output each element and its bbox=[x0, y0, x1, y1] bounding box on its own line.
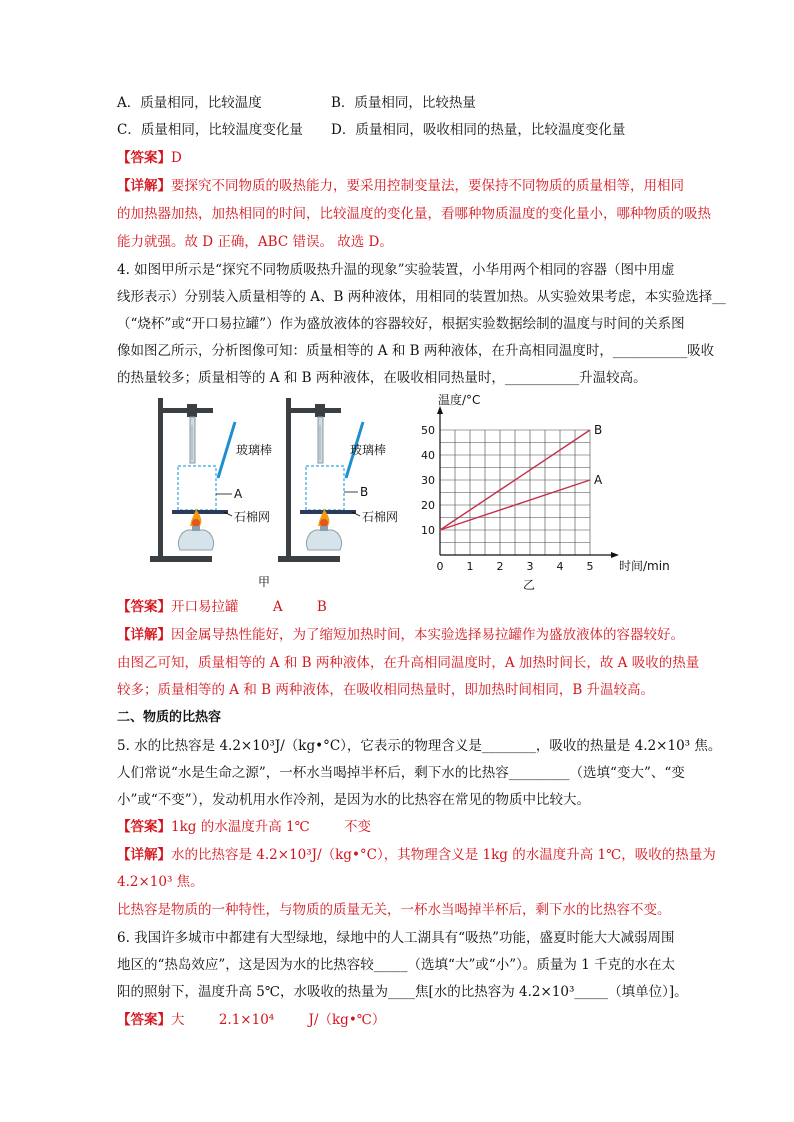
answer-label: 【答案】 bbox=[117, 819, 171, 835]
series-label-a: A bbox=[594, 473, 603, 487]
stand-left bbox=[150, 398, 235, 562]
answer-label: 【答案】 bbox=[117, 1012, 171, 1028]
mesh-label-left: 石棉网 bbox=[234, 510, 271, 524]
q5-detail-line: 4.2×10³ 焦。 bbox=[117, 874, 204, 890]
detail-text: 水的比热容是 4.2×10³J/（kg•°C），其物理含义是 1kg 的水温度升高 1℃，吸收的热量为 bbox=[171, 847, 716, 863]
q4-text-line: 的热量较多；质量相等的 A 和 B 两种液体，在吸收相同热量时，___________升温较高。 bbox=[117, 370, 647, 386]
y-tick-label: 10 bbox=[421, 524, 435, 537]
y-axis-label: 温度/°C bbox=[438, 393, 481, 407]
x-tick-label: 3 bbox=[526, 560, 534, 573]
y-tick-label: 20 bbox=[421, 499, 435, 512]
mesh-label-right: 石棉网 bbox=[362, 510, 399, 524]
answer-text: 大 2.1×10⁴ J/（kg•℃） bbox=[171, 1012, 386, 1028]
q6-text-line: 6. 我国许多城市中都建有大型绿地，绿地中的人工湖具有“吸热”功能，盛夏时能大大减弱周围 bbox=[117, 930, 675, 946]
liquid-label-a: A bbox=[234, 487, 243, 501]
answer-text: 开口易拉罐 A B bbox=[171, 599, 327, 615]
detail-label: 【详解】 bbox=[117, 627, 171, 643]
q4-text-line: 像如图乙所示，分析图像可知：质量相等的 A 和 B 两种液体，在升高相同温度时，___________吸收 bbox=[117, 343, 715, 359]
detail-text: 因金属导热性能好，为了缩短加热时间，本实验选择易拉罐作为盛放液体的容器较好。 bbox=[171, 627, 684, 643]
q5-text-line: 5. 水的比热容是 4.2×10³J/（kg•°C），它表示的物理含义是________，吸收的热量是 4.2×10³ 焦。 bbox=[117, 738, 722, 754]
q3-detail-line bbox=[117, 177, 684, 195]
temperature-time-chart bbox=[415, 393, 670, 592]
q4-detail-line bbox=[117, 626, 684, 644]
q6-answer bbox=[117, 1011, 385, 1029]
detail-text: 要探究不同物质的吸热能力，要采用控制变量法，要保持不同物质的质量相等，用相同 bbox=[171, 178, 684, 194]
q5-text-line: 小”或“不变”），发动机用水作冷剂，是因为水的比热容在常见的物质中比较大。 bbox=[117, 792, 590, 808]
option-a: A．质量相同，比较温度 bbox=[117, 95, 262, 111]
q4-detail-line: 较多；质量相等的 A 和 B 两种液体，在吸收相同热量时，即加热时间相同，B 升温较高。 bbox=[117, 682, 655, 698]
q4-text-line: 线形表示）分别装入质量相等的 A、B 两种液体，用相同的装置加热。从实验效果考虑，本实验选择__ bbox=[117, 289, 726, 305]
q5-text-line: 人们常说“水是生命之源”，一杯水当喝掉半杯后，剩下水的比热容_________（选填“变大”、“变 bbox=[117, 765, 685, 781]
answer-text: 1kg 的水温度升高 1℃ 不变 bbox=[171, 819, 372, 835]
answer-label: 【答案】 bbox=[117, 150, 171, 166]
rod-label-right: 玻璃棒 bbox=[350, 443, 387, 457]
figure-caption-jia: 甲 bbox=[258, 575, 271, 589]
option-c: C．质量相同，比较温度变化量 bbox=[117, 122, 303, 138]
rod-label-left: 玻璃棒 bbox=[236, 443, 273, 457]
q4-text-line: 4. 如图甲所示是“探究不同物质吸热升温的现象”实验装置，小华用两个相同的容器（图中用虚 bbox=[117, 262, 675, 278]
x-axis-arrow bbox=[611, 552, 619, 558]
q5-detail-line bbox=[117, 846, 716, 864]
q5-detail-line: 比热容是物质的一种特性，与物质的质量无关，一杯水当喝掉半杯后，剩下水的比热容不变。 bbox=[117, 902, 671, 918]
answer-label: 【答案】 bbox=[117, 599, 171, 615]
y-tick-label: 50 bbox=[421, 424, 435, 437]
x-tick-label: 4 bbox=[556, 560, 564, 573]
answer-text: D bbox=[171, 150, 182, 166]
x-tick-label: 1 bbox=[466, 560, 474, 573]
stand-right bbox=[278, 398, 363, 562]
q3-detail-line: 能力就强。故 D 正确，ABC 错误。 故选 D。 bbox=[117, 234, 393, 250]
liquid-label-b: B bbox=[360, 485, 369, 499]
q6-text-line: 地区的“热岛效应”，这是因为水的比热容较_____（选填“大”或“小”）。质量为 1 千克的水在太 bbox=[117, 957, 676, 973]
x-axis-label: 时间/min bbox=[619, 559, 670, 573]
x-tick-label: 5 bbox=[586, 560, 594, 573]
q4-text-line: （“烧杯”或“开口易拉罐”）作为盛放液体的容器较好，根据实验数据绘制的温度与时间的关系图 bbox=[117, 316, 685, 332]
q4-detail-line: 由图乙可知，质量相等的 A 和 B 两种液体，在升高相同温度时，A 加热时间长，故 A 吸收的热量 bbox=[117, 655, 700, 671]
y-axis-arrow bbox=[437, 406, 443, 414]
series-label-b: B bbox=[594, 423, 603, 437]
detail-label: 【详解】 bbox=[117, 847, 171, 863]
section-title: 二、物质的比热容 bbox=[117, 710, 222, 725]
q4-answer bbox=[117, 598, 327, 616]
q6-text-line: 阳的照射下，温度升高 5℃，水吸收的热量为____焦[水的比热容为 4.2×10³_____（填单位）]。 bbox=[117, 984, 688, 1000]
detail-label: 【详解】 bbox=[117, 178, 171, 194]
q3-detail-line: 的加热器加热，加热相同的时间，比较温度的变化量，看哪种物质温度的变化量小，哪种物质的吸热 bbox=[117, 206, 711, 222]
option-b: B．质量相同，比较热量 bbox=[331, 95, 476, 111]
q3-answer bbox=[117, 149, 182, 167]
x-tick-label: 2 bbox=[496, 560, 504, 573]
y-tick-label: 30 bbox=[421, 474, 435, 487]
x-tick-label: 0 bbox=[436, 560, 444, 573]
option-d: D．质量相同，吸收相同的热量，比较温度变化量 bbox=[331, 122, 626, 138]
q5-answer bbox=[117, 818, 371, 836]
y-tick-label: 40 bbox=[421, 449, 435, 462]
figure-caption-yi: 乙 bbox=[522, 578, 536, 592]
apparatus-figure bbox=[140, 390, 410, 590]
